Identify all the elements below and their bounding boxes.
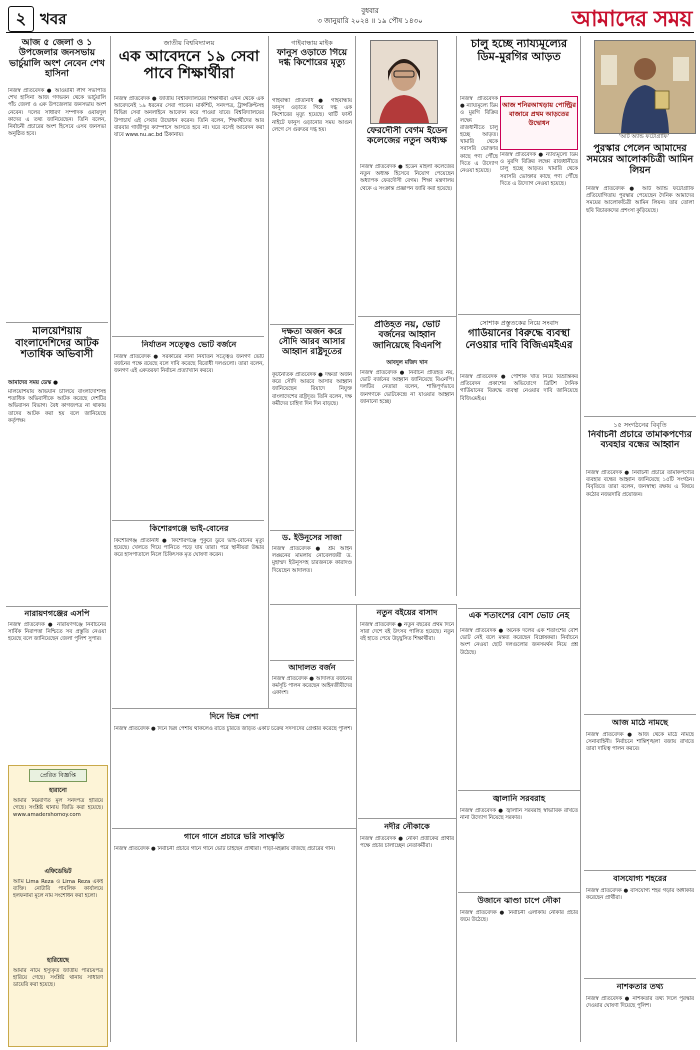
headline-narayanganj: নারায়ণগঞ্জের এসপি bbox=[24, 609, 90, 618]
photo-amin-lion bbox=[594, 40, 696, 134]
headline-saudi: দক্ষতা অর্জন করে সৌদি আরব আসার আহ্বান রাষ্ট্রদূতের bbox=[278, 328, 346, 357]
photo-caption-amin: ‘আর্ট অ্যান্ড ফটোগ্রাফি’ bbox=[618, 134, 670, 140]
divider bbox=[358, 316, 456, 317]
page-number: ২ bbox=[8, 6, 34, 32]
divider bbox=[270, 660, 354, 661]
article-bnp: নিজস্ব প্রতিবেদক ● নির্বাচন প্রতিহত নয়, ভোট বর্জনের আহ্বান জানিয়েছে বিএনপি। দলটির নেতারা বলেন, শান্তিপূর্ণভাবে জনগণকে ভোটকেন্দ্রে না যাওয়ার আহ্বান জানানো হচ্ছে। bbox=[360, 370, 454, 405]
article-fanush: গাইবান্ধা প্রতিনিধি ● গাইবান্ধায় ফানুস ওড়াতে গিয়ে দগ্ধ এক কিশোরের মৃত্যু হয়েছে। থার্টি ফার্স্ট নাইটে ফানুস ওড়ানোর সময় আগুন লেগে সে গুরুতর দগ্ধ হয়। bbox=[272, 98, 352, 133]
headline-kishoreganj: কিশোরগঞ্জে ভাই-বোনের bbox=[149, 524, 229, 533]
article-award: নিজস্ব প্রতিবেদক ● আর্ট অ্যান্ড ফটোগ্রাফি প্রতিযোগিতায় পুরস্কার পেয়েছেন দৈনিক আমাদের সময়ের আলোকচিত্রী আমিন লিয়ন। তার তোলা ছবি বিচারকদের প্রশংসা কুড়িয়েছে। bbox=[586, 186, 694, 214]
kicker-gaibandha: গাইবান্ধায় মাইক bbox=[291, 39, 333, 47]
divider bbox=[270, 604, 456, 605]
ad-title-missing: হারিয়েছে bbox=[47, 957, 69, 964]
article-book: নিজস্ব প্রতিবেদক ● নতুন বছরের প্রথম দিনে সারা দেশে বই উৎসব পালিত হয়েছে। নতুন বই হাতে পেয়ে উচ্ছ্বসিত শিক্ষার্থীরা। bbox=[360, 622, 454, 643]
headline-hasina: আজ ৫ জেলা ও ১ উপজেলার জনসভায় ভার্চুয়ালি অংশ নেবেন শেখ হাসিনা bbox=[9, 38, 105, 80]
divider bbox=[458, 790, 580, 791]
article-nu: নিজস্ব প্রতিবেদক ● জাতীয় বিশ্ববিদ্যালয়ের শিক্ষার্থীরা এখন থেকে এক আবেদনেই ১৯ ধরনের সেবা পাবেন। মার্কশিট, সনদপত্র, ট্রান্সক্রিপ্টসহ বিভিন্ন সেবা অনলাইনে আবেদন করে পাওয়া যাবে। বিশ্ববিদ্যালয়ের উপাচার্য এই সেবার উদ্বোধন করেন। তিনি বলেন, শিক্ষার্থীদের আর বারবার গাজীপুর ক্যাম্পাসে আসতে হবে না। ঘরে বসেই আবেদন করা যাবে www.nu.ac.bd ঠিকানায়। bbox=[114, 96, 264, 139]
headline-pesha: দিনে ভিন্ন পেশা bbox=[209, 712, 259, 721]
headline-vote-percent: এক শতাংশের বেশি ভোট নেই bbox=[468, 612, 570, 621]
date-block bbox=[300, 6, 440, 26]
article-sabotage: নিজস্ব প্রতিবেদক ● নাশকতার তথ্য দিলে পুরস্কার দেওয়ার ঘোষণা দিয়েছে পুলিশ। bbox=[586, 996, 694, 1010]
column-divider bbox=[456, 36, 457, 596]
photo-ferdousi bbox=[370, 40, 438, 124]
headline-nouka: নদীর নৌকাকে bbox=[384, 822, 430, 831]
divider bbox=[112, 520, 264, 521]
ad-body-affidavit: আমি Lima Reza ও Lima Reza একই ব্যক্তি। নোটারি পাবলিক কার্যালয়ে হলফনামা মূলে নাম সংশোধন করা হলো। bbox=[13, 879, 103, 900]
divider bbox=[112, 336, 264, 337]
divider bbox=[112, 708, 356, 709]
article-guardian: নিজস্ব প্রতিবেদক ● পোশাক খাত নিয়ে বিভ্রান্তিকর প্রতিবেদন প্রকাশের অভিযোগে ব্রিটিশ দৈনিক গার্ডিয়ানের বিরুদ্ধে ব্যবস্থা নেওয়ার দাবি জানিয়েছে বিজিএমইএ। bbox=[460, 374, 578, 402]
article-vote-boycott: নিজস্ব প্রতিবেদক ● সরকারের নানা নির্যাতন সত্ত্বেও জনগণ ভোট বর্জনের পক্ষে রয়েছে বলে দাবি করেছে বিরোধী দলগুলো। তারা বলেন, জনগণ এই একতরফা নির্বাচন প্রত্যাখ্যান করবে। bbox=[114, 354, 264, 375]
headline-award: পুরস্কার পেলেন আমাদের সময়ের আলোকচিত্রী আমিন লিয়ন bbox=[586, 144, 694, 176]
portrait-icon bbox=[371, 41, 437, 123]
headline-bnp: প্রতিহত নয়, ভোট বর্জনের আহ্বান জানিয়েছে বিএনপি bbox=[372, 320, 442, 351]
article-nouka: নিজস্ব প্রতিবেদক ● নৌকা প্রতীকের প্রার্থীর পক্ষে প্রচার চালাচ্ছেন নেতাকর্মীরা। bbox=[360, 836, 454, 850]
ad-title-lost: হারানো bbox=[49, 787, 67, 794]
section-name: খবর bbox=[40, 10, 67, 28]
kicker-tobacco: ১৫ সংগঠনের বিবৃতি bbox=[613, 421, 667, 429]
classified-ads-box bbox=[8, 765, 108, 1047]
column-divider bbox=[355, 36, 356, 596]
divider bbox=[458, 892, 580, 893]
column-divider bbox=[268, 36, 269, 708]
divider bbox=[584, 870, 696, 871]
headline-malaysia: মালয়েশিয়ায় বাংলাদেশিদের আটক শতাধিক অভিবাসী bbox=[15, 326, 99, 360]
header-rule bbox=[6, 32, 694, 33]
divider bbox=[6, 606, 108, 607]
column-divider bbox=[580, 36, 581, 1042]
ad-body-lost: আমার নিম্নবর্ণিত মূল সনদপত্র হারিয়ে গেছে। সংশ্লিষ্ট থানায় জিডি করা হয়েছে। www.amadershomoy.com bbox=[13, 798, 103, 819]
headline-city: বাসযোগ্য শহরের bbox=[613, 874, 667, 883]
headline-fanush: ফানুস ওড়াতে গিয়ে দগ্ধ কিশোরের মৃত্যু bbox=[276, 48, 348, 69]
divider bbox=[270, 324, 354, 325]
headline-sabotage: নাশকতার তথ্য bbox=[616, 982, 664, 991]
headline-court: আদালত বর্জন bbox=[288, 663, 336, 672]
article-city: নিজস্ব প্রতিবেদক ● বাসযোগ্য শহর গড়ার অঙ্গীকার করেছেন প্রার্থীরা। bbox=[586, 888, 694, 902]
article-kishoreganj: কিশোরগঞ্জ প্রতিনিধি ● কিশোরগঞ্জে পুকুরে ডুবে ভাই-বোনের মৃত্যু হয়েছে। খেলতে গিয়ে পানিতে পড়ে যায় তারা। পরে স্থানীয়রা উদ্ধার করে হাসপাতালে নিলে চিকিৎসক মৃত ঘোষণা করেন। bbox=[114, 538, 264, 559]
column-divider bbox=[110, 36, 111, 1042]
article-army: নিজস্ব প্রতিবেদক ● আজ থেকে মাঠে নামছে সেনাবাহিনী। নির্বাচনে শান্তিশৃঙ্খলা বজায় রাখতে তারা দায়িত্ব পালন করবে। bbox=[586, 732, 694, 753]
byline-bnp: আবদুল মজিদ খান bbox=[386, 360, 428, 366]
headline-gas: জ্বালানি সরবরাহ bbox=[492, 794, 546, 803]
divider bbox=[458, 608, 580, 609]
headline-nu: এক আবেদনে ১৯ সেবা পাবে শিক্ষার্থীরা bbox=[118, 48, 260, 83]
headline-ujan: উজানে ঝাণ্ডা চাপে নৌকা bbox=[477, 896, 561, 905]
headline-yunus: ড. ইউনূসের সাজা bbox=[282, 533, 342, 542]
article-hasina: নিজস্ব প্রতিবেদক ● আওয়ামী লীগ সভাপতি শেখ হাসিনা আজ গণভবন থেকে ভার্চুয়ালি পাঁচ জেলা ও এক উপজেলার জনসভায় অংশ নেবেন। দলের সাধারণ সম্পাদক ওবায়দুল কাদের এ তথ্য জানিয়েছেন। তিনি বলেন, নির্বাচনী প্রচারের অংশ হিসেবে এসব জনসভা অনুষ্ঠিত হবে। bbox=[8, 88, 106, 138]
article-egg-a: নিজস্ব প্রতিবেদক ● ন্যায্যমূল্যে ডিম ও মুরগি বিক্রির লক্ষ্যে রাজধানীতে চালু হচ্ছে আড়ত। খামারি থেকে সরাসরি ভোক্তার কাছে পণ্য পৌঁছে দিতে এ উদ্যোগ নেওয়া হয়েছে। bbox=[460, 96, 498, 175]
divider bbox=[584, 978, 696, 979]
divider bbox=[584, 416, 696, 417]
headline-gan: গানে গানে প্রচারে ভরি সাংস্কৃতি bbox=[183, 832, 285, 841]
article-ferdousi: নিজস্ব প্রতিবেদক ● ইডেন মহিলা কলেজের নতুন অধ্যক্ষ হিসেবে নিয়োগ পেয়েছেন অধ্যাপক ফেরদৌসী বেগম। শিক্ষা মন্ত্রণালয় থেকে এ সংক্রান্ত প্রজ্ঞাপন জারি করা হয়েছে। bbox=[360, 164, 454, 192]
kicker-guardian: সোশাক প্রস্তুতকের নিয়ে সংবাদ bbox=[479, 319, 559, 327]
headline-egg: চালু হচ্ছে ন্যায্যমূল্যের ডিম-মুরগির আড়ত bbox=[470, 38, 568, 63]
divider bbox=[112, 828, 356, 829]
article-vote-percent: নিজস্ব প্রতিবেদক ● অনেক দলের এক শতাংশের বেশি ভোট নেই বলে মন্তব্য করেছেন বিশ্লেষকরা। নির্বাচনে অংশ নেওয়া ছোট দলগুলোর জনসমর্থন নিয়ে প্রশ্ন উঠেছে। bbox=[460, 628, 578, 656]
masthead-logo: আমাদের সময় bbox=[571, 6, 692, 32]
article-pesha: নিজস্ব প্রতিবেদক ● দিনে ভিন্ন পেশায় থাকলেও রাতে চুরিতে জড়িত একটি চক্রের সদস্যদের গ্রেপ্তার করেছে পুলিশ। bbox=[114, 726, 353, 732]
article-malaysia: মালয়েশিয়ায় অভিযান চালিয়ে বাংলাদেশিসহ শতাধিক অভিবাসীকে আটক করেছে দেশটির অভিবাসন বিভাগ। বৈধ কাগজপত্র না থাকায় তাদের আটক করা হয় বলে জানিয়েছে কর্তৃপক্ষ। bbox=[8, 389, 106, 424]
headline-ferdousi: ফেরদৌসী বেগম ইডেন কলেজের নতুন অধ্যক্ষ bbox=[366, 126, 448, 147]
article-ujan: নিজস্ব প্রতিবেদক ● নির্বাচনী এলাকায় নৌকার প্রচার জমে উঠেছে। bbox=[460, 910, 578, 924]
article-court: নিজস্ব প্রতিবেদক ● আদালত বর্জনের কর্মসূচি পালন করেছেন আইনজীবীদের একাংশ। bbox=[272, 676, 352, 697]
divider bbox=[458, 314, 580, 315]
ad-title-affidavit: এফিডেভিট bbox=[44, 868, 72, 875]
headline-tobacco: নির্বাচনী প্রচারে তামাকপণ্যের ব্যবহার বন্ধের আহ্বান bbox=[588, 430, 692, 451]
day-label: বুধবার bbox=[361, 7, 379, 15]
headline-army: আজ মাঠে নামছে bbox=[612, 718, 668, 727]
column-divider bbox=[456, 604, 457, 1042]
date-label: ৩ জানুয়ারি ২০২৪ ॥ ১৯ পৌষ ১৪৩০ bbox=[317, 17, 423, 25]
kicker-nu: জাতীয় বিশ্ববিদ্যালয় bbox=[163, 39, 215, 47]
column-divider bbox=[356, 604, 357, 1042]
article-tobacco: নিজস্ব প্রতিবেদক ● নির্বাচনী প্রচারে তামাকপণ্যের ব্যবহার বন্ধের আহ্বান জানিয়েছে ১৫টি সংগঠন। বিবৃতিতে তারা বলেন, জনস্বাস্থ্য রক্ষায় এ বিষয়ে কঠোর নজরদারি প্রয়োজন। bbox=[586, 470, 694, 498]
headline-book: নতুন বইয়ের বাসাদ bbox=[376, 608, 438, 617]
article-gas: নিজস্ব প্রতিবেদক ● জ্বালানি সরবরাহ স্বাভাবিক রাখতে নানা উদ্যোগ নিয়েছে সরকার। bbox=[460, 808, 578, 822]
divider bbox=[358, 818, 456, 819]
headline-vote-boycott: নির্যাতন সত্ত্বেও ভোট বর্জনে bbox=[141, 340, 237, 349]
article-gan: নিজস্ব প্রতিবেদক ● নির্বাচনী প্রচারে গানে গানে ভোট চাইছেন প্রার্থীরা। পাড়া-মহল্লায় বাজছে প্রচারের গান। bbox=[114, 846, 336, 852]
byline-malaysia: আমাদের সময় ডেস্ক ● bbox=[8, 380, 58, 386]
ad-body-missing: আমার নামে ইস্যুকৃত জাতীয় পরিচয়পত্র হারিয়ে গেছে। সংশ্লিষ্ট থানায় সাধারণ ডায়েরি করা হয়েছে। bbox=[13, 968, 103, 989]
article-saudi: কূটনৈতিক প্রতিবেদক ● দক্ষতা অর্জন করে সৌদি আরবে আসার আহ্বান জানিয়েছেন রিয়াদে নিযুক্ত বাংলাদেশের রাষ্ট্রদূত। তিনি বলেন, দক্ষ কর্মীদের চাহিদা দিন দিন বাড়ছে। bbox=[272, 372, 352, 407]
divider bbox=[584, 714, 696, 715]
classified-label: প্রেরিত বিজ্ঞপ্তি bbox=[29, 769, 87, 782]
portrait-icon bbox=[595, 41, 695, 133]
headline-guardian: গার্ডিয়ানের বিরুদ্ধে ব্যবস্থা নেওয়ার দাবি বিজিএমইএর bbox=[465, 328, 573, 351]
article-yunus: নিজস্ব প্রতিবেদক ● শ্রম আইন লঙ্ঘনের মামলায় নোবেলজয়ী ড. মুহাম্মদ ইউনূসসহ চারজনকে কারাদণ্ড দিয়েছেন আদালত। bbox=[272, 546, 352, 574]
divider bbox=[6, 322, 108, 323]
divider bbox=[270, 530, 354, 531]
article-narayanganj: নিজস্ব প্রতিবেদক ● নারায়ণগঞ্জে নির্বাচনের সার্বিক নিরাপত্তা নিশ্চিতে সব প্রস্তুতি নেওয়া হয়েছে বলে জানিয়েছেন জেলা পুলিশ সুপার। bbox=[8, 622, 106, 643]
pull-quote-egg: আজ শনিরআখড়ায় পোল্ট্রির বাজারে প্রথম আড়তের উদ্বোধন bbox=[500, 96, 578, 150]
article-egg-b: নিজস্ব প্রতিবেদক ● ন্যায্যমূল্যে ডিম ও মুরগি বিক্রির লক্ষ্যে রাজধানীতে চালু হচ্ছে আড়ত। খামারি থেকে সরাসরি ভোক্তার কাছে পণ্য পৌঁছে দিতে এ উদ্যোগ নেওয়া হয়েছে। bbox=[500, 152, 578, 187]
